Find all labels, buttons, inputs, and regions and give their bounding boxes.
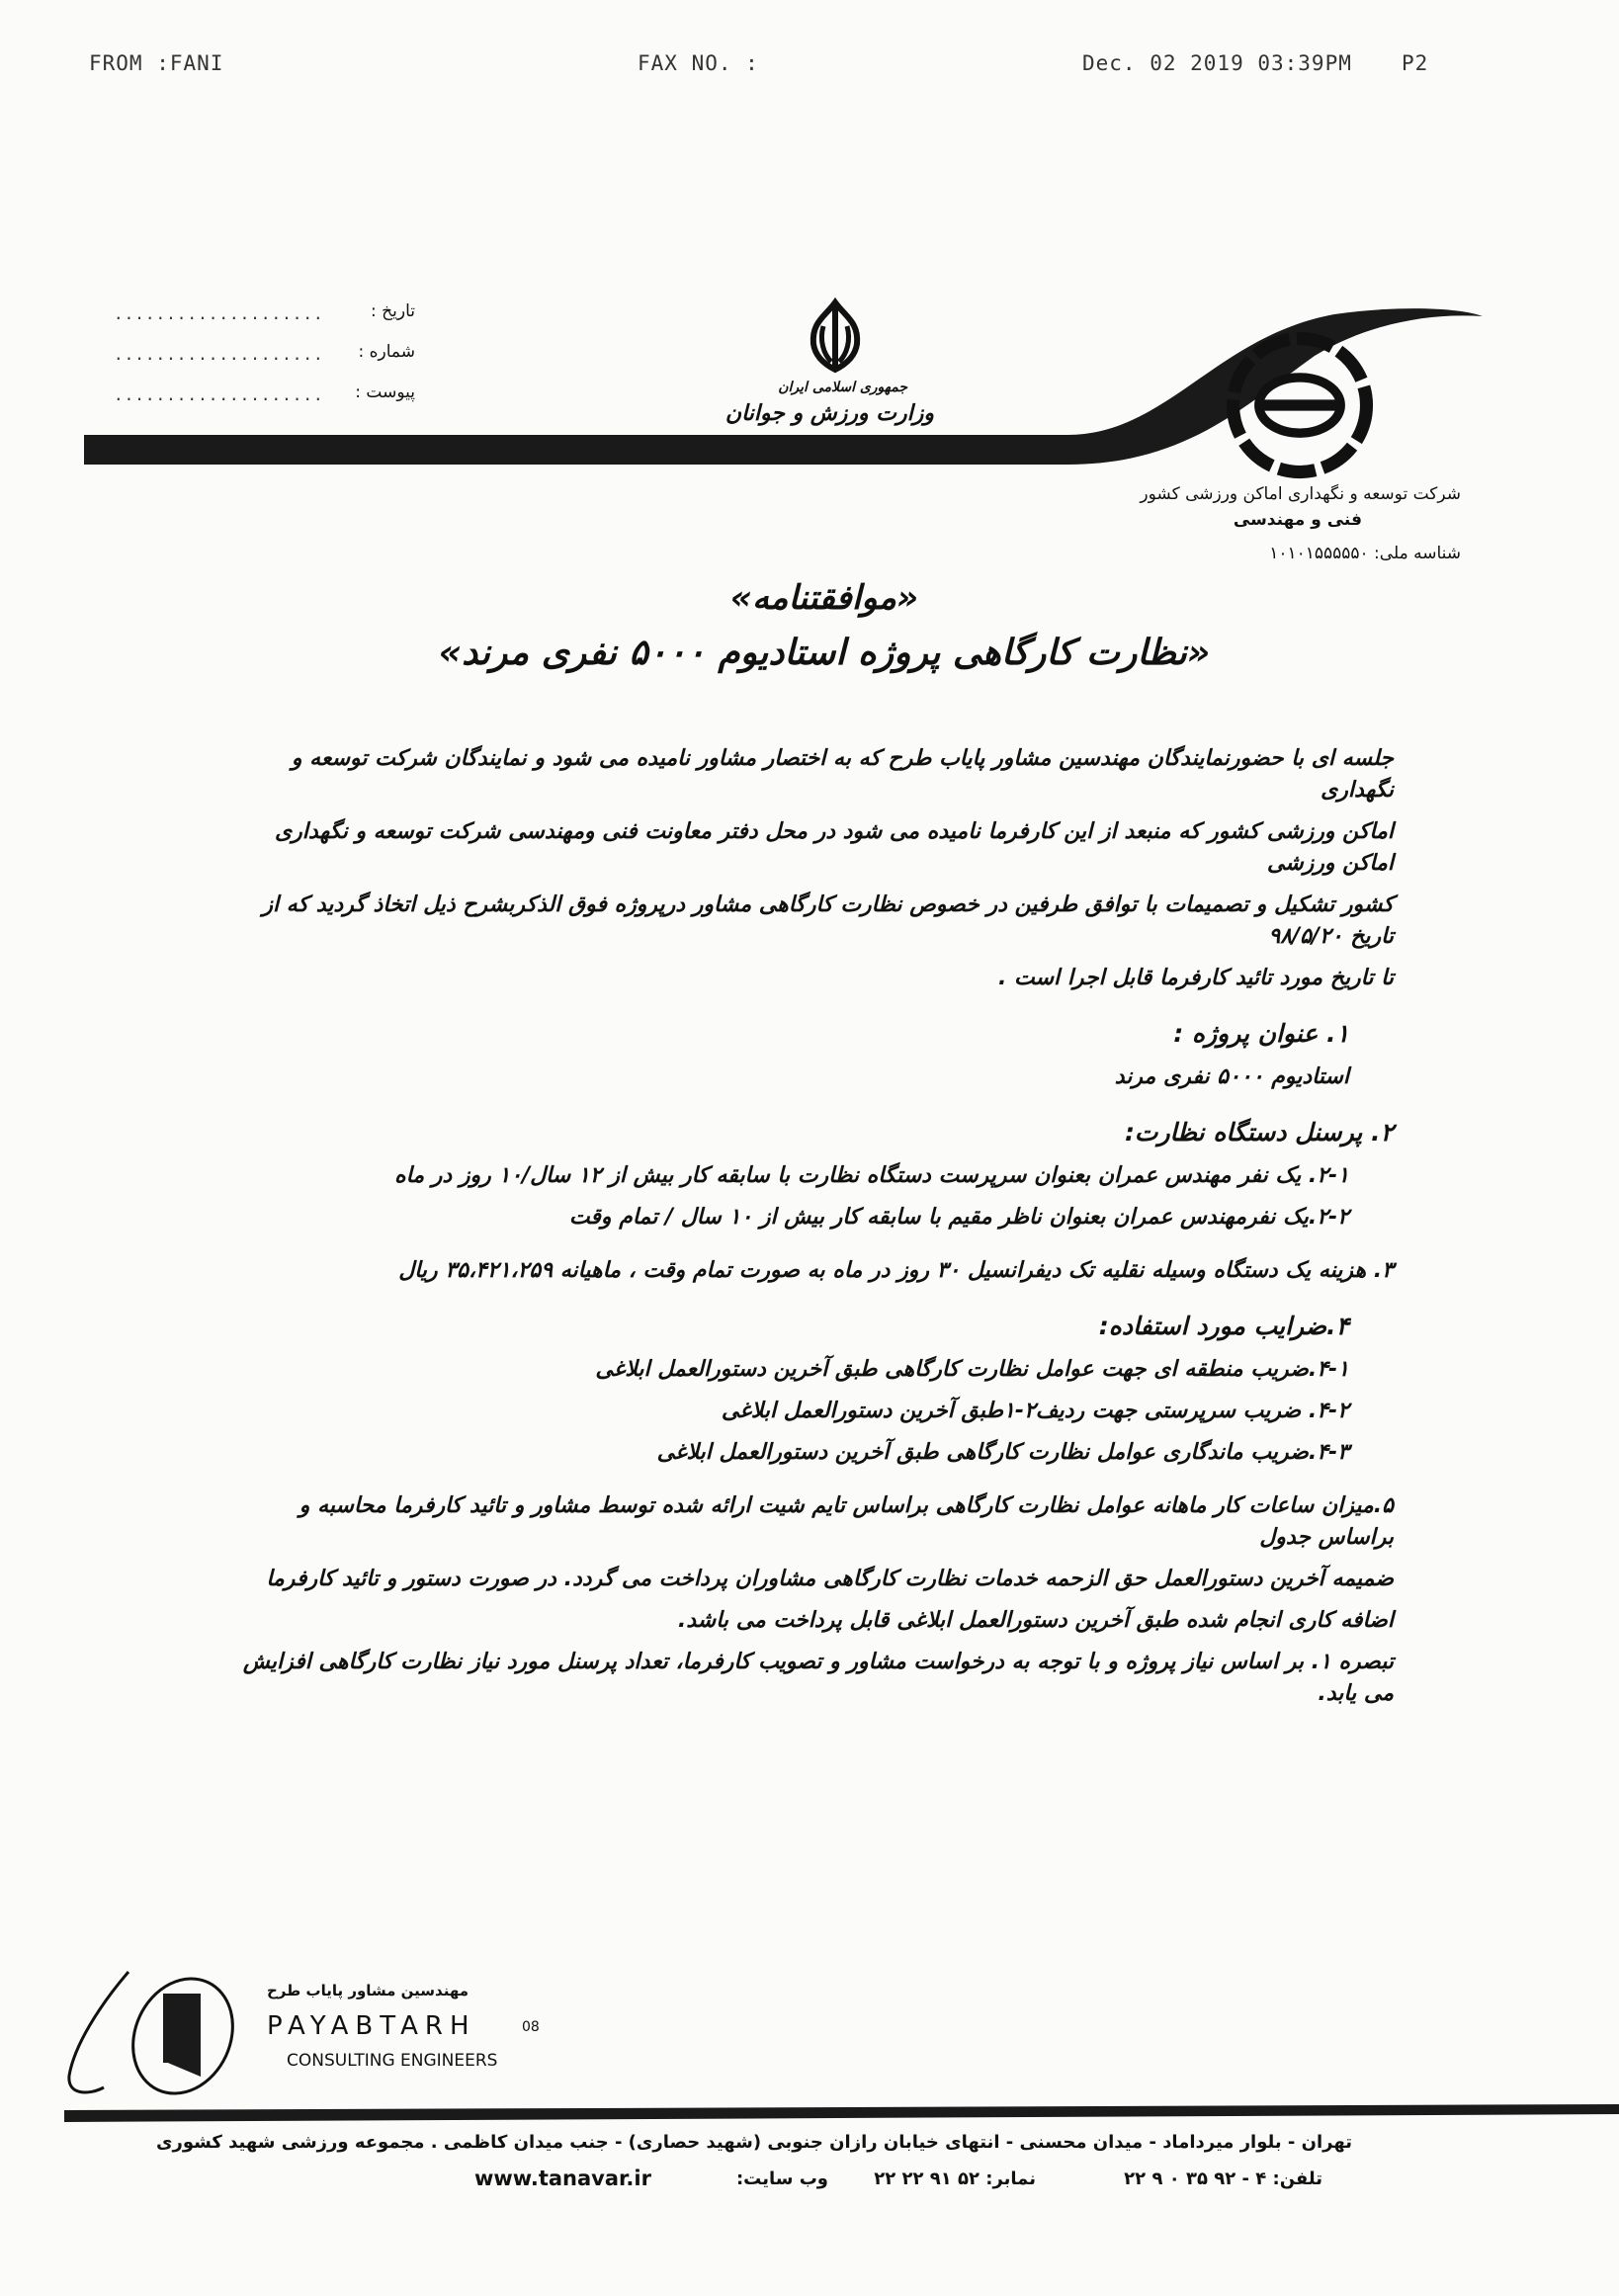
intro-line: کشور تشکیل و تصمیمات با توافق طرفین در خصوص نظارت کارگاهی مشاور درپروژه فوق الذکربشرح ذیل اتخاذ گردید که از تاریخ ۹۸/۵/۲۰ <box>262 893 1394 949</box>
date-value: .................... <box>114 304 324 323</box>
stamp-subtitle: CONSULTING ENGINEERS <box>287 2051 498 2071</box>
section-2-item: ۲-۱. یک نفر مهندس عمران بعنوان سرپرست دستگاه نظارت با سابقه کار بیش از ۱۲ سال/۱۰ روز در ماه <box>394 1163 1349 1188</box>
note-text: تبصره ۱. بر اساس نیاز پروژه و با توجه به درخواست مشاور و تصویب کارفرما، تعداد پرسنل مورد نیاز نظارت کارگاهی افزایش می یابد. <box>242 1650 1394 1706</box>
company-name: شرکت توسعه و نگهداری اماکن ورزشی کشور <box>1140 484 1461 504</box>
ministry-name: وزارت ورزش و جوانان <box>724 401 934 426</box>
signature-stroke <box>59 1967 138 2105</box>
section-5-line: ۵.میزان ساعات کار ماهانه عوامل نظارت کارگاهی براساس تایم شیت ارائه شده توسط مشاور و تائید کارفرما محاسبه و براساس جدول <box>298 1493 1394 1550</box>
country-name: جمهوری اسلامی ایران <box>778 380 907 395</box>
section-1-heading: ۱. عنوان پروژه : <box>1173 1019 1349 1048</box>
number-value: .................... <box>114 345 324 364</box>
footer-address: تهران - بلوار میرداماد - میدان محسنی - انتهای خیابان رازان جنوبی (شهید حصاری) - جنب میدان کاظمی . مجموعه ورزشی شهید کشوری <box>155 2132 1352 2153</box>
section-3-text: ۳. هزینه یک دستگاه وسیله نقلیه تک دیفرانسیل ۳۰ روز در ماه به صورت تمام وقت ، ماهیانه ۳۵،۴۲۱،۲۵۹ ریال <box>398 1258 1394 1283</box>
national-id: شناسه ملی: ۱۰۱۰۱۵۵۵۵۵۰ <box>1269 544 1461 563</box>
stamp-code: 08 <box>522 2019 540 2035</box>
footer-website-label: وب سایت: <box>735 2168 828 2189</box>
footer-band <box>0 2100 1619 2128</box>
intro-line: اماکن ورزشی کشور که منبعد از این کارفرما نامیده می شود در محل دفتر معاونت فنی ومهندسی شرکت توسعه و نگهداری اماکن ورزشی <box>274 819 1394 876</box>
fax-number: FAX NO. : <box>638 51 759 75</box>
fax-from: FROM :FANI <box>89 51 224 75</box>
attachment-value: .................... <box>114 385 324 404</box>
section-2-heading: ۲. پرسنل دستگاه نظارت: <box>1124 1118 1394 1147</box>
page-title: «موافقتنامه» <box>729 578 919 618</box>
intro-line: تا تاریخ مورد تائید کارفرما قابل اجرا است . <box>998 966 1394 990</box>
section-2-item: ۲-۲.یک نفرمهندس عمران بعنوان ناظر مقیم با سابقه کار بیش از ۱۰ سال / تمام وقت <box>568 1205 1349 1230</box>
footer-website[interactable]: www.tanavar.ir <box>474 2167 651 2190</box>
intro-line: جلسه ای با حضورنمایندگان مهندسین مشاور پایاب طرح که به اختصار مشاور نامیده می شود و نمایندگان شرکت توسعه و نگهداری <box>291 746 1394 803</box>
section-4-heading: ۴.ضرایب مورد استفاده: <box>1098 1312 1349 1340</box>
footer-fax: نمابر: ۵۲ ۹۱ ۲۲ ۲۲ <box>874 2168 1036 2189</box>
stamp-name-en: PAYABTARH <box>267 2011 476 2041</box>
attachment-label: پیوست : <box>355 383 415 402</box>
section-1-text: استادیوم ۵۰۰۰ نفری مرند <box>1114 1064 1349 1089</box>
page-subtitle: «نظارت کارگاهی پروژه استادیوم ۵۰۰۰ نفری مرند» <box>438 633 1211 673</box>
number-label: شماره : <box>358 342 415 362</box>
company-logo-icon <box>1226 331 1374 479</box>
section-4-item: ۴-۳.ضریب ماندگاری عوامل نظارت کارگاهی طبق آخرین دستورالعمل ابلاغی <box>656 1440 1349 1465</box>
section-4-item: ۴-۱.ضریب منطقه ای جهت عوامل نظارت کارگاهی طبق آخرین دستورالعمل ابلاغی <box>595 1357 1349 1382</box>
company-department: فنی و مهندسی <box>1233 510 1362 530</box>
stamp-name-fa: مهندسین مشاور پایاب طرح <box>267 1982 469 1999</box>
footer-phone: تلفن: ۴ - ۹۲ ۳۵ ۰ ۹ ۲۲ <box>1124 2168 1322 2189</box>
date-label: تاریخ : <box>371 301 415 321</box>
fax-page: P2 <box>1402 51 1429 75</box>
section-5-line: اضافه کاری انجام شده طبق آخرین دستورالعمل ابلاغی قابل پرداخت می باشد. <box>677 1608 1394 1633</box>
document-body <box>217 743 1394 1720</box>
section-5-line: ضمیمه آخرین دستورالعمل حق الزحمه خدمات نظارت کارگاهی مشاوران پرداخت می گردد. در صورت دستور و تائید کارفرما <box>266 1567 1394 1591</box>
letterhead-band <box>0 277 1619 474</box>
fax-datetime: Dec. 02 2019 03:39PM <box>1082 51 1352 75</box>
section-4-item: ۴-۲. ضریب سرپرستی جهت ردیف۲-۱طبق آخرین دستورالعمل ابلاغی <box>721 1399 1349 1423</box>
